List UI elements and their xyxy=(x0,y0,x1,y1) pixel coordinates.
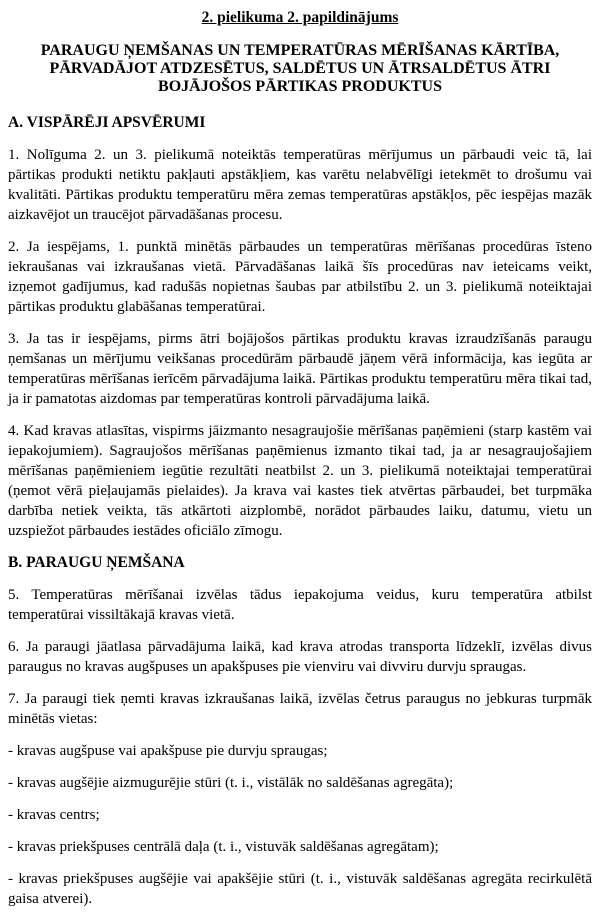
list-item-5: - kravas priekšpuses augšējie vai apakšējie stūri (t. i., vistuvāk saldēšanas agregāta recirkulētā gaisa atverei). xyxy=(8,871,592,907)
section-a-heading: A. VISPĀRĒJI APSVĒRUMI xyxy=(8,114,206,131)
paragraph-5: 5. Temperatūras mērīšanai izvēlas tādus iepakojuma veidus, kuru temperatūra atbilst temperatūrai vissiltākajā kravas vietā. xyxy=(8,587,592,623)
paragraph-4: 4. Kad kravas atlasītas, vispirms jāizmanto nesagraujošie mērīšanas paņēmieni (starp kastēm vai iepakojumiem). Sagraujošos mērīšanas paņēmienus izmanto tikai tad, ja ar nesagraujošajiem mērīšanas paņēmieniem iegūtie rezultāti neatbilst 2. un 3. pielikumā noteiktajai temperatūrai (ņemot vērā pieļaujamās pielaides). Ja krava vai kastes tiek atvērtas pārbaudei, bet turpmāka darbība netiek veikta, tās atkārtoti aizplombē, norādot pārbaudes laiku, datumu, vietu un uzspiežot pārbaudes iestādes oficiālo zīmogu. xyxy=(8,423,592,539)
list-item-2: - kravas augšējie aizmugurējie stūri (t. i., vistālāk no saldēšanas agregāta); xyxy=(8,775,454,791)
paragraph-2: 2. Ja iespējams, 1. punktā minētās pārbaudes un temperatūras mērīšanas procedūras īsteno iekraušanas vai izkraušanas vietā. Pārvadāšanas laikā šīs procedūras nav ieteicams veikt, izņemot gadījumus, kad radušās nopietnas šaubas par atbilstību 2. un 3. pielikumā noteiktajai pārtikas produktu glabāšanas temperatūrai. xyxy=(8,239,592,315)
list-item-1: - kravas augšpuse vai apakšpuse pie durvju spraugas; xyxy=(8,743,328,759)
list-item-3: - kravas centrs; xyxy=(8,807,100,823)
paragraph-6: 6. Ja paraugi jāatlasa pārvadājuma laikā, kad krava atrodas transporta līdzeklī, izvēlas divus paraugus no kravas augšpuses un apakšpuses pie vienviru vai divviru durvju spraugas. xyxy=(8,639,592,675)
list-item-4: - kravas priekšpuses centrālā daļa (t. i., vistuvāk saldēšanas agregātam); xyxy=(8,839,439,855)
paragraph-1: 1. Nolīguma 2. un 3. pielikumā noteiktās temperatūras mērījumus un pārbaudi veic tā, lai pārtikas produkti netiktu pakļauti apstākļiem, kas varētu nelabvēlīgi ietekmēt to drošumu vai kvalitāti. Pārtikas produktu temperatūru mēra zemas temperatūras apstākļos, pēc iespējas mazāk aizkavējot un traucējot pārvadāšanas procesu. xyxy=(8,147,592,223)
appendix-title: 2. pielikuma 2. papildinājums xyxy=(201,9,399,26)
paragraph-7: 7. Ja paraugi tiek ņemti kravas izkraušanas laikā, izvēlas četrus paraugus no jebkuras turpmāk minētās vietas: xyxy=(8,691,592,727)
paragraph-3: 3. Ja tas ir iespējams, pirms ātri bojājošos pārtikas produktu kravas izraudzīšanās paraugu ņemšanas un mērījumu veikšanas procedūrām pārbaudē jāņem vērā informācija, kas iegūta ar temperatūras mērīšanas ierīcēm pārvadājuma laikā. Pārtikas produktu temperatūru mēra tikai tad, ja ir pamatotas aizdomas par temperatūras kontroli pārvadājuma laikā. xyxy=(8,331,592,407)
document-title: PARAUGU ŅEMŠANAS UN TEMPERATŪRAS MĒRĪŠANAS KĀRTĪBA, PĀRVADĀJOT ATDZESĒTUS, SALDĒTUS UN ĀTRSALDĒTUS ĀTRI BOJĀJOŠOS PĀRTIKAS PRODUKTUS xyxy=(40,42,560,95)
section-b-heading: B. PARAUGU ŅEMŠANA xyxy=(8,554,185,571)
